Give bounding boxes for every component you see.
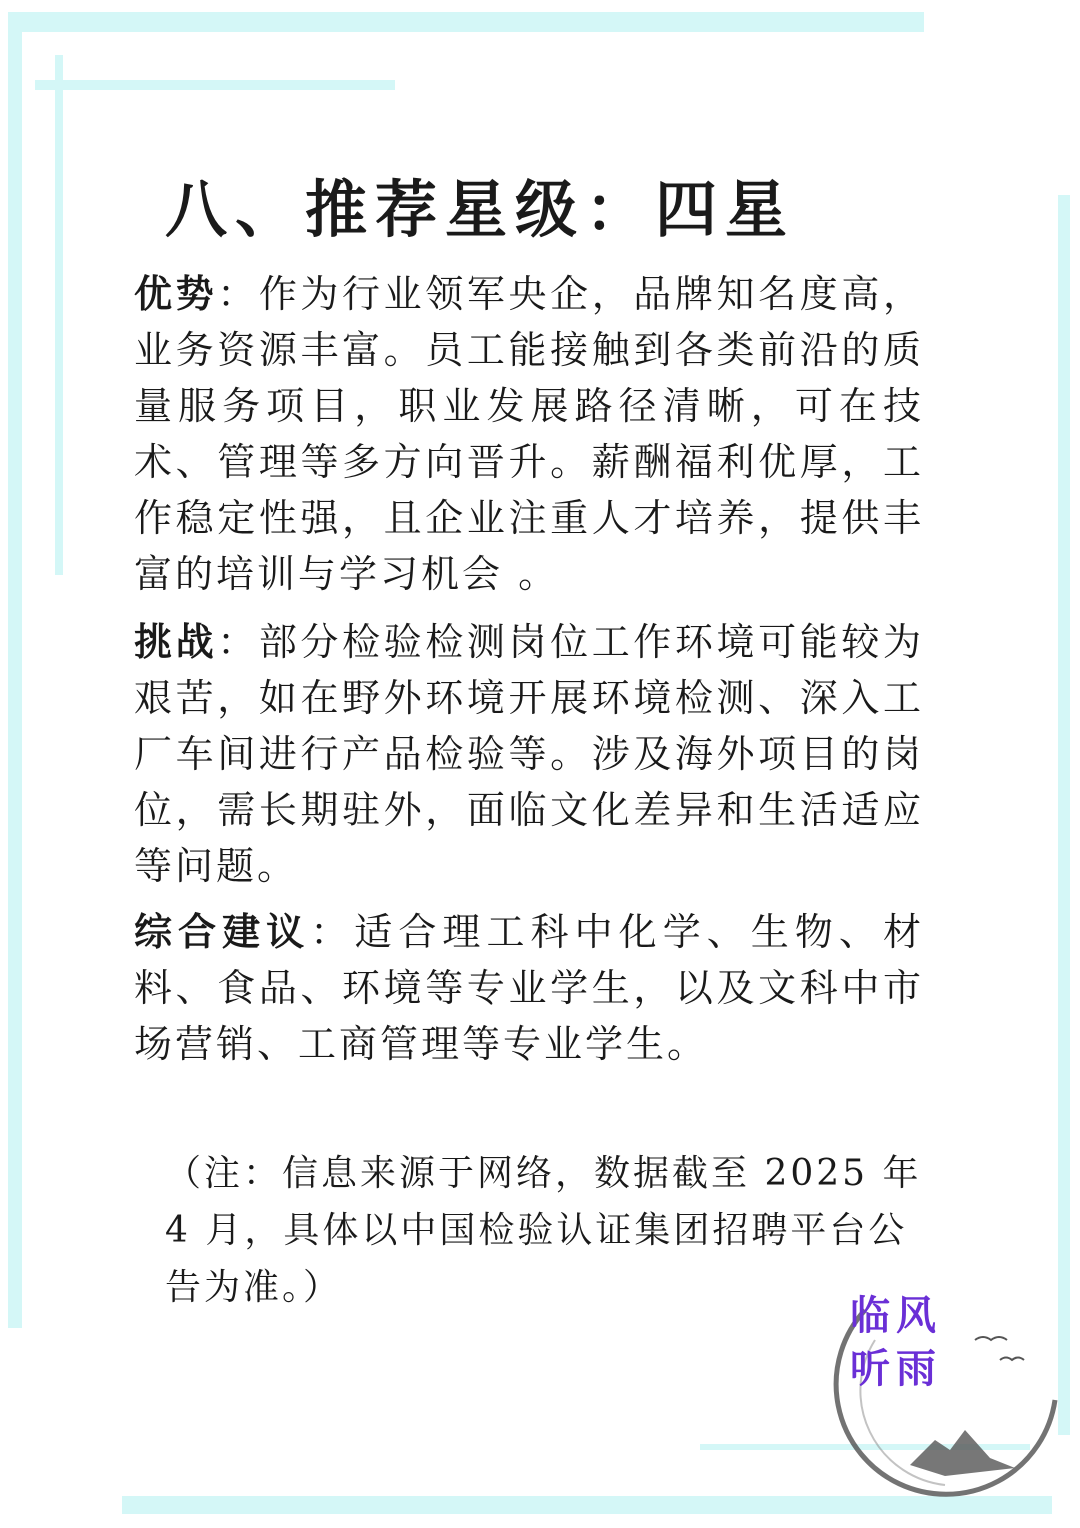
section-colon: ：	[217, 272, 259, 316]
section-text: 适合理工科中化学、生物、材料、食品、环境等专业学生，以及文科中市场营销、工商管理等专业学生。	[134, 910, 924, 1066]
section-text: 部分检验检测岗位工作环境可能较为艰苦，如在野外环境开展环境检测、深入工厂车间进行产品检验等。涉及海外项目的岗位，需长期驻外，面临文化差异和生活适应等问题。	[134, 620, 924, 888]
frame-top-line	[12, 12, 924, 32]
frame-left-line	[8, 12, 22, 1328]
section-text: 作为行业领军央企，品牌知名度高，业务资源丰富。员工能接触到各类前沿的质量服务项目，职业发展路径清晰，可在技术、管理等多方向晋升。薪酬福利优厚，工作稳定性强，且企业注重人才培养，提供丰富的培训与学习机会 。	[134, 272, 924, 596]
section-label: 优势	[134, 271, 218, 316]
logo-text-line1: 临风	[850, 1293, 942, 1339]
logo-text-line2: 听雨	[850, 1346, 942, 1392]
section-colon: ：	[310, 910, 355, 954]
section-label: 综合建议	[134, 909, 311, 954]
section-label: 挑战	[134, 619, 218, 664]
source-note: （注：信息来源于网络，数据截至 2025 年 4 月，具体以中国检验认证集团招聘平台公告为准。）	[165, 1153, 922, 1308]
page-title: 八、推荐星级：四星	[165, 173, 796, 246]
frame-inner-top-line	[35, 80, 395, 90]
section-advantages	[134, 266, 924, 602]
section-overall-advice	[134, 904, 924, 1072]
frame-right-line	[1058, 195, 1070, 1435]
section-challenges	[134, 614, 924, 894]
section-colon: ：	[217, 620, 259, 664]
frame-inner-left-line	[55, 55, 63, 575]
